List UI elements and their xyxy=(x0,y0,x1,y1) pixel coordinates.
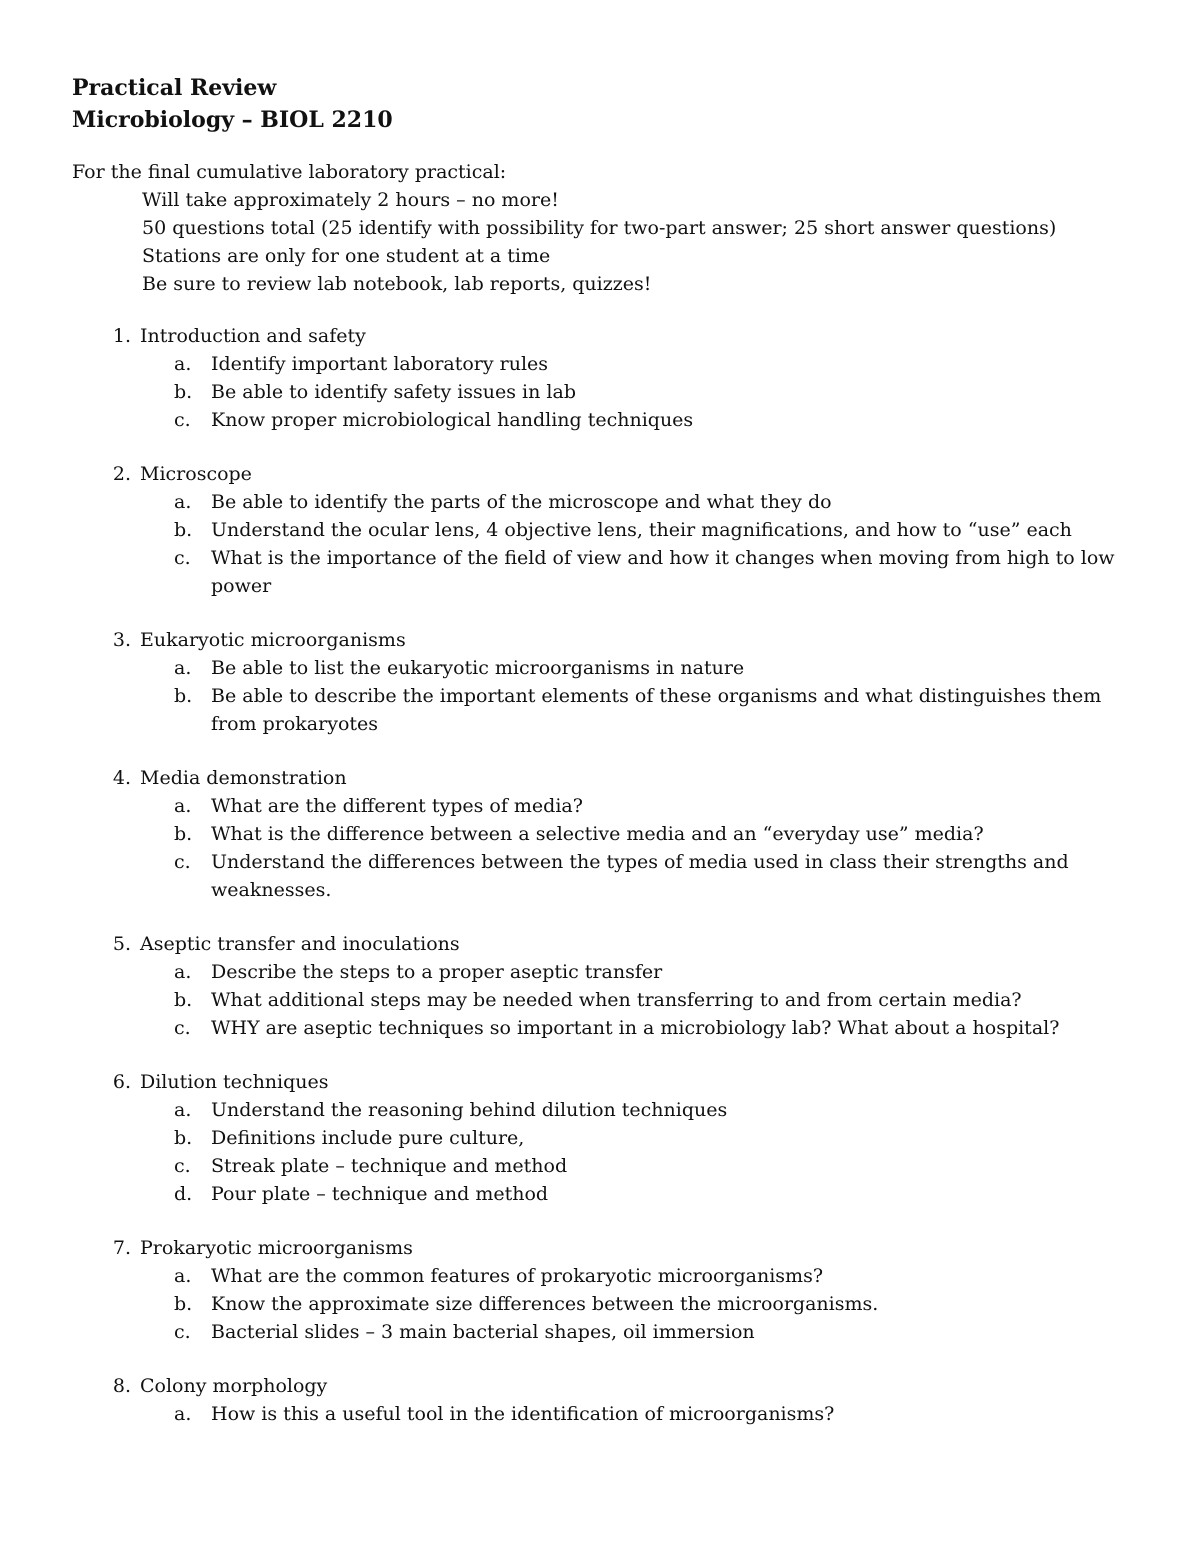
review-sections xyxy=(72,322,1132,1428)
section-number: 6. xyxy=(112,1071,131,1093)
item-letter: a. xyxy=(174,657,192,679)
section-heading xyxy=(72,1068,1132,1096)
item-letter: a. xyxy=(174,1265,192,1287)
section-items xyxy=(72,654,1132,738)
section-heading xyxy=(72,626,1132,654)
item-text: Be able to list the eukaryotic microorganisms in nature xyxy=(211,657,745,679)
item-text: What is the difference between a selective media and an “everyday use” media? xyxy=(211,823,984,845)
list-item xyxy=(72,1096,1132,1124)
section-items xyxy=(72,350,1132,434)
item-letter: a. xyxy=(174,1403,192,1425)
section-items xyxy=(72,958,1132,1042)
item-text: Understand the reasoning behind dilution techniques xyxy=(211,1099,728,1121)
intro-note: Will take approximately 2 hours – no more! xyxy=(142,189,559,211)
section-title: Colony morphology xyxy=(140,1375,328,1397)
section-items xyxy=(72,1400,1132,1428)
section-heading xyxy=(72,930,1132,958)
intro-note: 50 questions total (25 identify with possibility for two-part answer; 25 short answer questions) xyxy=(142,217,1057,239)
item-text: Definitions include pure culture, xyxy=(211,1127,525,1149)
intro-notes xyxy=(72,186,1132,298)
section-items xyxy=(72,488,1132,600)
item-letter: c. xyxy=(174,1321,191,1343)
item-letter: b. xyxy=(174,823,193,845)
item-text: Understand the differences between the types of media used in class their strengths and weaknesses. xyxy=(211,851,1069,901)
item-text: WHY are aseptic techniques so important in a microbiology lab? What about a hospital? xyxy=(211,1017,1060,1039)
list-item xyxy=(72,1318,1132,1346)
section-title: Eukaryotic microorganisms xyxy=(140,629,406,651)
section-title: Prokaryotic microorganisms xyxy=(140,1237,413,1259)
item-letter: c. xyxy=(174,409,191,431)
item-letter: b. xyxy=(174,519,193,541)
item-text: Be able to identify the parts of the microscope and what they do xyxy=(211,491,832,513)
document-title-line-1: Practical Review xyxy=(72,75,277,101)
list-item xyxy=(72,1290,1132,1318)
item-text: Identify important laboratory rules xyxy=(211,353,549,375)
item-text: How is this a useful tool in the identification of microorganisms? xyxy=(211,1403,835,1425)
list-item xyxy=(72,958,1132,986)
list-item xyxy=(72,406,1132,434)
item-text: What are the different types of media? xyxy=(211,795,583,817)
section-title: Media demonstration xyxy=(140,767,347,789)
item-text: Know the approximate size differences between the microorganisms. xyxy=(211,1293,879,1315)
item-letter: a. xyxy=(174,1099,192,1121)
list-item xyxy=(72,986,1132,1014)
section-heading xyxy=(72,1234,1132,1262)
section-media-demonstration xyxy=(72,764,1132,904)
section-items xyxy=(72,1096,1132,1208)
item-text: Be able to describe the important elements of these organisms and what distinguishes them from prokaryotes xyxy=(211,685,1102,735)
section-heading xyxy=(72,322,1132,350)
item-letter: c. xyxy=(174,1017,191,1039)
section-introduction-safety xyxy=(72,322,1132,434)
section-heading xyxy=(72,764,1132,792)
section-number: 5. xyxy=(112,933,131,955)
item-text: What is the importance of the field of view and how it changes when moving from high to low power xyxy=(211,547,1115,597)
intro-block xyxy=(72,158,1132,298)
item-letter: c. xyxy=(174,851,191,873)
section-items xyxy=(72,1262,1132,1346)
section-aseptic-transfer xyxy=(72,930,1132,1042)
list-item xyxy=(72,1014,1132,1042)
section-number: 8. xyxy=(112,1375,131,1397)
list-item xyxy=(72,350,1132,378)
list-item xyxy=(72,1262,1132,1290)
section-number: 7. xyxy=(112,1237,131,1259)
list-item xyxy=(72,1400,1132,1428)
item-letter: a. xyxy=(174,353,192,375)
item-letter: d. xyxy=(174,1183,193,1205)
item-text: Be able to identify safety issues in lab xyxy=(211,381,576,403)
item-text: What additional steps may be needed when transferring to and from certain media? xyxy=(211,989,1022,1011)
item-text: Bacterial slides – 3 main bacterial shapes, oil immersion xyxy=(211,1321,755,1343)
item-letter: c. xyxy=(174,547,191,569)
item-letter: c. xyxy=(174,1155,191,1177)
section-heading xyxy=(72,1372,1132,1400)
section-title: Microscope xyxy=(140,463,252,485)
section-items xyxy=(72,792,1132,904)
list-item xyxy=(72,792,1132,820)
list-item xyxy=(72,378,1132,406)
section-colony-morphology xyxy=(72,1372,1132,1428)
section-title: Dilution techniques xyxy=(140,1071,329,1093)
section-title: Aseptic transfer and inoculations xyxy=(140,933,460,955)
item-text: Describe the steps to a proper aseptic transfer xyxy=(211,961,663,983)
section-prokaryotic-microorganisms xyxy=(72,1234,1132,1346)
document-page xyxy=(72,72,1132,1454)
list-item xyxy=(72,848,1132,904)
section-number: 3. xyxy=(112,629,131,651)
section-number: 2. xyxy=(112,463,131,485)
item-letter: b. xyxy=(174,1127,193,1149)
document-title-line-2: Microbiology – BIOL 2210 xyxy=(72,107,393,133)
section-heading xyxy=(72,460,1132,488)
section-number: 4. xyxy=(112,767,131,789)
list-item xyxy=(72,654,1132,682)
item-letter: b. xyxy=(174,1293,193,1315)
list-item xyxy=(72,682,1132,738)
list-item xyxy=(72,1152,1132,1180)
item-text: What are the common features of prokaryotic microorganisms? xyxy=(211,1265,824,1287)
intro-lead: For the final cumulative laboratory practical: xyxy=(72,161,507,183)
item-text: Pour plate – technique and method xyxy=(211,1183,549,1205)
item-letter: b. xyxy=(174,685,193,707)
list-item xyxy=(72,488,1132,516)
section-microscope xyxy=(72,460,1132,600)
item-letter: a. xyxy=(174,961,192,983)
item-letter: b. xyxy=(174,989,193,1011)
item-letter: a. xyxy=(174,795,192,817)
item-letter: b. xyxy=(174,381,193,403)
list-item xyxy=(72,1180,1132,1208)
item-text: Streak plate – technique and method xyxy=(211,1155,568,1177)
intro-note: Be sure to review lab notebook, lab reports, quizzes! xyxy=(142,273,652,295)
list-item xyxy=(72,516,1132,544)
item-text: Know proper microbiological handling techniques xyxy=(211,409,694,431)
list-item xyxy=(72,544,1132,600)
list-item xyxy=(72,820,1132,848)
section-eukaryotic-microorganisms xyxy=(72,626,1132,738)
section-number: 1. xyxy=(112,325,131,347)
section-dilution-techniques xyxy=(72,1068,1132,1208)
item-letter: a. xyxy=(174,491,192,513)
intro-note: Stations are only for one student at a time xyxy=(142,245,551,267)
list-item xyxy=(72,1124,1132,1152)
item-text: Understand the ocular lens, 4 objective lens, their magnifications, and how to “use” each xyxy=(211,519,1072,541)
section-title: Introduction and safety xyxy=(140,325,366,347)
